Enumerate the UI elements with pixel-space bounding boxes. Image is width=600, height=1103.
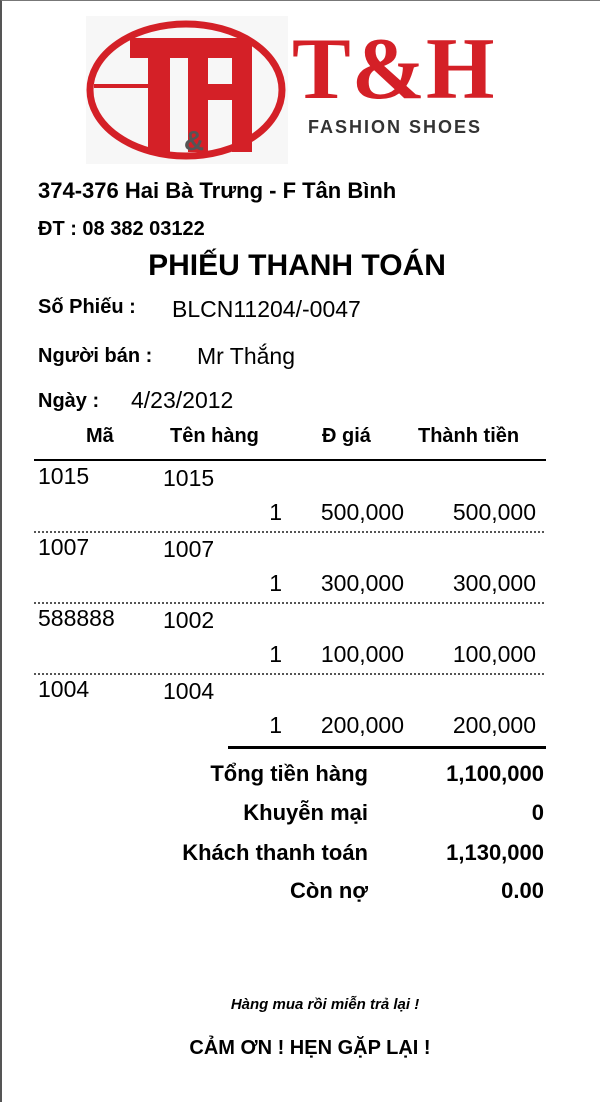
item-name: 1004 [163,678,215,704]
table-row [0,603,600,673]
item-amount: 300,000 [452,570,536,596]
item-amount: 200,000 [452,712,536,738]
item-name: 1015 [163,465,215,491]
date-label: Ngày : [38,390,100,412]
seller-name: Mr Thắng [197,343,296,369]
discount-value: 0 [531,800,544,825]
item-quantity: 1 [269,712,282,738]
item-price: 500,000 [320,499,404,525]
item-quantity: 1 [269,570,282,596]
column-header-name: Tên hàng [170,425,259,447]
item-amount: 500,000 [452,499,536,525]
item-name: 1002 [163,607,215,633]
item-price: 100,000 [320,641,404,667]
item-name: 1007 [163,536,215,562]
column-header-price: Đ giá [322,425,371,447]
store-address: 374-376 Hai Bà Trưng - F Tân Bình [38,178,397,203]
subtotal-value: 1,100,000 [446,761,544,786]
table-row [0,674,600,744]
brand-tagline: FASHION SHOES [308,117,483,137]
table-row [0,461,600,531]
item-code: 1015 [38,463,90,489]
subtotal-label: Tổng tiền hàng [210,761,368,786]
customer-paid-value: 1,130,000 [446,840,544,865]
receipt-title: PHIẾU THANH TOÁN [148,249,446,282]
store-phone: ĐT : 08 382 03122 [38,218,205,240]
customer-paid-label: Khách thanh toán [182,840,368,865]
logo-ampersand: & [183,125,205,156]
item-code: 1004 [38,676,90,702]
column-header-amount: Thành tiền [418,425,520,447]
return-policy-note: Hàng mua rồi miễn trả lại ! [230,996,420,1013]
item-quantity: 1 [269,641,282,667]
table-row [0,532,600,602]
receipt-number-label: Số Phiếu : [38,296,136,318]
receipt-number: BLCN11204/-0047 [172,296,361,322]
item-price: 200,000 [320,712,404,738]
item-code: 1007 [38,534,90,560]
item-quantity: 1 [269,499,282,525]
item-code: 588888 [38,605,115,631]
seller-label: Người bán : [38,345,153,367]
brand-name: T&H [292,21,496,118]
column-header-code: Mã [86,425,114,447]
brand-logo [86,16,290,166]
item-amount: 100,000 [452,641,536,667]
item-price: 300,000 [320,570,404,596]
totals-divider [228,746,546,749]
discount-label: Khuyễn mại [243,800,368,825]
receipt-date: 4/23/2012 [131,387,234,413]
thank-you-message: CẢM ƠN ! HẸN GẶP LẠI ! [189,1037,431,1059]
balance-due-label: Còn nợ [290,878,368,903]
balance-due-value: 0.00 [501,878,544,903]
